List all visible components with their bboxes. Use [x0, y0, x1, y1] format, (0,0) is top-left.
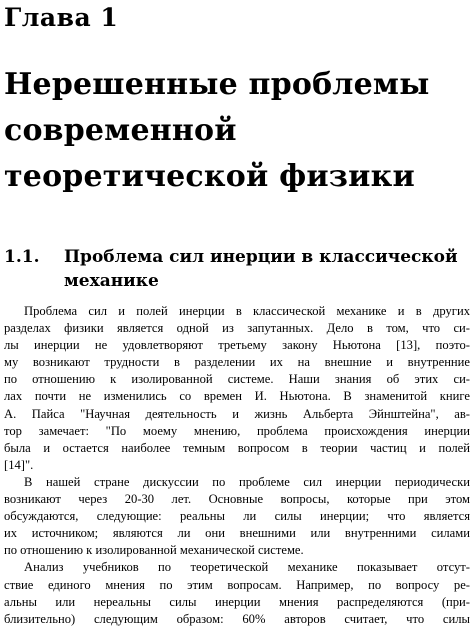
paragraph-1-line: по отношению к изолированной системе. Наши знания об этих си- [4, 372, 470, 387]
paragraph-1-line: тор замечает: "По моему мнению, проблема происхождения инерции [4, 423, 470, 438]
paragraph-3-line: альны или нереальны силы инерции мнения распределяются (при- [4, 594, 470, 609]
paragraph-1-line: разделах физики является одной из запутанных. Дело в том, что си- [4, 321, 470, 336]
section-title-line: механике [64, 271, 159, 291]
paragraph-2-line: возникают через 20-30 лет. Основные вопросы, которые при этом [4, 492, 470, 507]
chapter-title [4, 62, 474, 200]
chapter-title-line: современной [4, 113, 237, 148]
paragraph-1-line: А. Пайса "Научная деятельность и жизнь Альберта Эйнштейна", ав- [4, 406, 470, 421]
chapter-title-line: Нерешенные проблемы [4, 67, 430, 102]
paragraph-1-line: Проблема сил и полей инерции в классической механике и в других [24, 304, 470, 318]
paragraph-2-line: обсуждаются, следующие: реальны ли силы инерции; что является [4, 509, 470, 524]
section-title [64, 245, 474, 293]
paragraph-2-line: В нашей стране дискуссии по проблеме сил инерции периодически [24, 474, 470, 489]
paragraph-2-line: их источником; являются ли они внешними или внутренними силами [4, 526, 470, 541]
paragraph-3-line: ствие единого мнения по этим вопросам. Например, по вопросу ре- [4, 577, 470, 592]
chapter-label: Глава 1 [4, 3, 119, 32]
paragraph-1-line: [14]". [4, 457, 34, 472]
paragraph-1-line: му возникают трудности в разделении их на внешние и внутренние [4, 355, 470, 370]
paragraph-3-line: близительно) следующим образом: 60% авторов считает, что силы [4, 611, 470, 626]
paragraph-3-line: Анализ учебников по теоретической механике показывает отсут- [24, 560, 470, 575]
paragraph-1-line: была и остается наиболее темным вопросом в теории частиц и полей [4, 440, 470, 455]
paragraph-1-line: лы инерции не удовлетворяют третьему закону Ньютона [13], поэто- [4, 338, 470, 353]
body-text [4, 303, 470, 628]
chapter-title-line: теоретической физики [4, 159, 415, 194]
section-title-line: Проблема сил инерции в классической [64, 247, 458, 267]
paragraph-1-line: лах почти не изменились со времен И. Ньютона. В знаменитой книге [4, 389, 470, 404]
section-number: 1.1. [4, 247, 40, 267]
paragraph-2-line: по отношению к изолированной механической системе. [4, 543, 304, 558]
